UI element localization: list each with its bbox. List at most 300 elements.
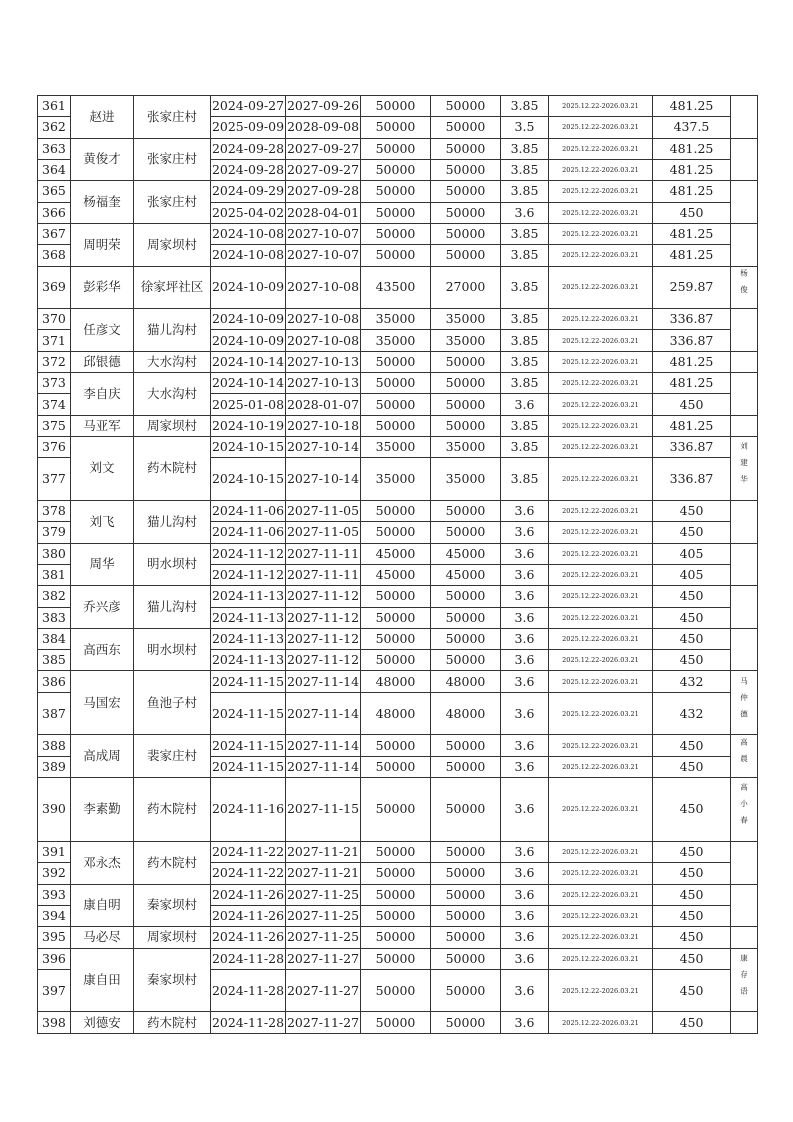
village: 药木院村 xyxy=(134,437,211,501)
row-number: 372 xyxy=(38,351,71,372)
interest-amount: 450 xyxy=(653,500,731,521)
start-date: 2024-09-28 xyxy=(211,159,286,180)
interest-rate: 3.6 xyxy=(501,969,549,1012)
end-date: 2027-11-14 xyxy=(286,671,361,692)
borrower-name: 高成周 xyxy=(71,735,134,778)
interest-period: 2025.12.22-2026.03.21 xyxy=(549,650,653,671)
interest-period: 2025.12.22-2026.03.21 xyxy=(549,117,653,138)
row-number: 373 xyxy=(38,373,71,394)
start-date: 2024-11-15 xyxy=(211,671,286,692)
end-date: 2027-11-27 xyxy=(286,1012,361,1033)
remark: 马仲德 xyxy=(739,676,749,727)
interest-period: 2025.12.22-2026.03.21 xyxy=(549,373,653,394)
loan-balance: 50000 xyxy=(431,117,501,138)
loan-amount: 50000 xyxy=(361,756,431,777)
loan-balance: 45000 xyxy=(431,564,501,585)
row-number: 378 xyxy=(38,500,71,521)
end-date: 2027-09-27 xyxy=(286,159,361,180)
borrower-name: 马亚军 xyxy=(71,415,134,436)
end-date: 2027-11-27 xyxy=(286,948,361,969)
village: 药木院村 xyxy=(134,778,211,842)
interest-rate: 3.6 xyxy=(501,735,549,756)
loan-amount: 48000 xyxy=(361,671,431,692)
loan-amount: 50000 xyxy=(361,778,431,842)
start-date: 2025-09-09 xyxy=(211,117,286,138)
row-number: 366 xyxy=(38,202,71,223)
end-date: 2027-10-08 xyxy=(286,266,361,309)
interest-amount: 405 xyxy=(653,564,731,585)
start-date: 2024-10-08 xyxy=(211,245,286,266)
interest-rate: 3.85 xyxy=(501,458,549,501)
loan-balance: 50000 xyxy=(431,181,501,202)
end-date: 2028-04-01 xyxy=(286,202,361,223)
interest-period: 2025.12.22-2026.03.21 xyxy=(549,884,653,905)
remark-cell xyxy=(731,841,758,884)
loan-balance: 50000 xyxy=(431,628,501,649)
end-date: 2027-11-25 xyxy=(286,884,361,905)
interest-period: 2025.12.22-2026.03.21 xyxy=(549,351,653,372)
interest-period: 2025.12.22-2026.03.21 xyxy=(549,671,653,692)
interest-period: 2025.12.22-2026.03.21 xyxy=(549,1012,653,1033)
interest-rate: 3.85 xyxy=(501,245,549,266)
start-date: 2024-11-13 xyxy=(211,586,286,607)
loan-amount: 50000 xyxy=(361,863,431,884)
table-row xyxy=(38,628,758,649)
start-date: 2024-11-15 xyxy=(211,756,286,777)
end-date: 2027-10-08 xyxy=(286,309,361,330)
start-date: 2024-09-29 xyxy=(211,181,286,202)
loan-balance: 27000 xyxy=(431,266,501,309)
village: 大水沟村 xyxy=(134,373,211,416)
interest-amount: 450 xyxy=(653,522,731,543)
row-number: 369 xyxy=(38,266,71,309)
remark-cell xyxy=(731,373,758,416)
loan-balance: 50000 xyxy=(431,522,501,543)
remark-cell xyxy=(731,437,758,501)
row-number: 391 xyxy=(38,841,71,862)
loan-amount: 50000 xyxy=(361,415,431,436)
loan-amount: 50000 xyxy=(361,607,431,628)
remark-cell xyxy=(731,671,758,735)
interest-amount: 450 xyxy=(653,863,731,884)
start-date: 2024-11-22 xyxy=(211,863,286,884)
row-number: 386 xyxy=(38,671,71,692)
start-date: 2024-11-26 xyxy=(211,905,286,926)
row-number: 379 xyxy=(38,522,71,543)
row-number: 364 xyxy=(38,159,71,180)
borrower-name: 杨福奎 xyxy=(71,181,134,224)
start-date: 2024-09-27 xyxy=(211,96,286,117)
table-row xyxy=(38,96,758,117)
loan-balance: 50000 xyxy=(431,735,501,756)
remark-cell xyxy=(731,415,758,436)
row-number: 390 xyxy=(38,778,71,842)
interest-rate: 3.6 xyxy=(501,564,549,585)
loan-balance: 48000 xyxy=(431,671,501,692)
interest-rate: 3.6 xyxy=(501,394,549,415)
row-number: 396 xyxy=(38,948,71,969)
interest-rate: 3.6 xyxy=(501,863,549,884)
start-date: 2024-10-08 xyxy=(211,223,286,244)
remark-cell xyxy=(731,948,758,1012)
loan-balance: 50000 xyxy=(431,650,501,671)
start-date: 2024-11-13 xyxy=(211,607,286,628)
end-date: 2027-11-27 xyxy=(286,969,361,1012)
borrower-name: 李素勤 xyxy=(71,778,134,842)
interest-rate: 3.6 xyxy=(501,778,549,842)
end-date: 2027-11-14 xyxy=(286,756,361,777)
borrower-name: 马必尽 xyxy=(71,927,134,948)
table-row xyxy=(38,500,758,521)
village: 张家庄村 xyxy=(134,96,211,139)
interest-rate: 3.6 xyxy=(501,202,549,223)
interest-rate: 3.85 xyxy=(501,223,549,244)
interest-period: 2025.12.22-2026.03.21 xyxy=(549,437,653,458)
loan-amount: 50000 xyxy=(361,223,431,244)
row-number: 385 xyxy=(38,650,71,671)
table-row xyxy=(38,586,758,607)
interest-amount: 432 xyxy=(653,671,731,692)
end-date: 2028-01-07 xyxy=(286,394,361,415)
table-row xyxy=(38,373,758,394)
loan-amount: 48000 xyxy=(361,692,431,735)
interest-amount: 481.25 xyxy=(653,373,731,394)
loan-amount: 50000 xyxy=(361,948,431,969)
loan-amount: 50000 xyxy=(361,927,431,948)
remark-cell xyxy=(731,500,758,543)
interest-amount: 481.25 xyxy=(653,223,731,244)
village: 大水沟村 xyxy=(134,351,211,372)
remark-cell xyxy=(731,735,758,778)
row-number: 377 xyxy=(38,458,71,501)
interest-period: 2025.12.22-2026.03.21 xyxy=(549,863,653,884)
village: 猫儿沟村 xyxy=(134,500,211,543)
borrower-name: 周明荣 xyxy=(71,223,134,266)
start-date: 2024-10-14 xyxy=(211,373,286,394)
loan-balance: 50000 xyxy=(431,884,501,905)
row-number: 367 xyxy=(38,223,71,244)
row-number: 398 xyxy=(38,1012,71,1033)
row-number: 392 xyxy=(38,863,71,884)
interest-rate: 3.6 xyxy=(501,884,549,905)
row-number: 365 xyxy=(38,181,71,202)
end-date: 2027-09-27 xyxy=(286,138,361,159)
loan-balance: 50000 xyxy=(431,394,501,415)
loan-amount: 50000 xyxy=(361,245,431,266)
start-date: 2025-04-02 xyxy=(211,202,286,223)
borrower-name: 康自田 xyxy=(71,948,134,1012)
table-row xyxy=(38,223,758,244)
row-number: 376 xyxy=(38,437,71,458)
remark: 刘建华 xyxy=(739,442,749,492)
interest-amount: 450 xyxy=(653,394,731,415)
interest-rate: 3.6 xyxy=(501,586,549,607)
loan-amount: 50000 xyxy=(361,138,431,159)
interest-rate: 3.6 xyxy=(501,543,549,564)
interest-rate: 3.6 xyxy=(501,628,549,649)
loan-balance: 50000 xyxy=(431,607,501,628)
interest-rate: 3.6 xyxy=(501,607,549,628)
interest-amount: 450 xyxy=(653,1012,731,1033)
loan-balance: 35000 xyxy=(431,330,501,351)
village: 裴家庄村 xyxy=(134,735,211,778)
loan-balance: 50000 xyxy=(431,202,501,223)
interest-amount: 405 xyxy=(653,543,731,564)
start-date: 2024-11-12 xyxy=(211,564,286,585)
interest-period: 2025.12.22-2026.03.21 xyxy=(549,309,653,330)
borrower-name: 周华 xyxy=(71,543,134,586)
table-row xyxy=(38,841,758,862)
remark-cell xyxy=(731,778,758,842)
interest-period: 2025.12.22-2026.03.21 xyxy=(549,927,653,948)
interest-amount: 481.25 xyxy=(653,138,731,159)
loan-amount: 50000 xyxy=(361,522,431,543)
row-number: 371 xyxy=(38,330,71,351)
interest-rate: 3.85 xyxy=(501,373,549,394)
remark-cell xyxy=(731,223,758,266)
interest-amount: 450 xyxy=(653,948,731,969)
remark: 高小春 xyxy=(739,783,749,833)
borrower-name: 康自明 xyxy=(71,884,134,927)
interest-rate: 3.6 xyxy=(501,905,549,926)
start-date: 2024-11-16 xyxy=(211,778,286,842)
remark-cell xyxy=(731,266,758,309)
village: 秦家坝村 xyxy=(134,948,211,1012)
loan-balance: 35000 xyxy=(431,309,501,330)
end-date: 2027-11-11 xyxy=(286,543,361,564)
borrower-name: 邓永杰 xyxy=(71,841,134,884)
remark-cell xyxy=(731,138,758,181)
table-row xyxy=(38,309,758,330)
loan-interest-table xyxy=(37,95,758,1034)
interest-period: 2025.12.22-2026.03.21 xyxy=(549,586,653,607)
interest-rate: 3.6 xyxy=(501,841,549,862)
remark-cell xyxy=(731,543,758,586)
end-date: 2027-11-25 xyxy=(286,927,361,948)
interest-amount: 450 xyxy=(653,969,731,1012)
interest-period: 2025.12.22-2026.03.21 xyxy=(549,96,653,117)
village: 张家庄村 xyxy=(134,181,211,224)
interest-period: 2025.12.22-2026.03.21 xyxy=(549,735,653,756)
row-number: 362 xyxy=(38,117,71,138)
loan-balance: 50000 xyxy=(431,586,501,607)
loan-balance: 50000 xyxy=(431,756,501,777)
start-date: 2024-11-06 xyxy=(211,500,286,521)
interest-amount: 450 xyxy=(653,650,731,671)
remark: 康存语 xyxy=(739,953,749,1004)
table-row xyxy=(38,735,758,756)
loan-amount: 35000 xyxy=(361,309,431,330)
start-date: 2024-11-06 xyxy=(211,522,286,543)
interest-amount: 450 xyxy=(653,841,731,862)
interest-amount: 481.25 xyxy=(653,245,731,266)
loan-balance: 45000 xyxy=(431,543,501,564)
start-date: 2025-01-08 xyxy=(211,394,286,415)
interest-rate: 3.85 xyxy=(501,351,549,372)
end-date: 2027-11-14 xyxy=(286,735,361,756)
interest-rate: 3.85 xyxy=(501,181,549,202)
end-date: 2027-09-28 xyxy=(286,181,361,202)
interest-period: 2025.12.22-2026.03.21 xyxy=(549,841,653,862)
table-row xyxy=(38,415,758,436)
remark: 高晨 xyxy=(739,738,749,772)
borrower-name: 高西东 xyxy=(71,628,134,671)
interest-period: 2025.12.22-2026.03.21 xyxy=(549,522,653,543)
table-row xyxy=(38,266,758,309)
interest-rate: 3.85 xyxy=(501,159,549,180)
table-row xyxy=(38,948,758,969)
remark-cell xyxy=(731,351,758,372)
loan-balance: 50000 xyxy=(431,969,501,1012)
row-number: 389 xyxy=(38,756,71,777)
loan-amount: 50000 xyxy=(361,181,431,202)
remark-cell xyxy=(731,884,758,927)
interest-amount: 336.87 xyxy=(653,330,731,351)
loan-amount: 50000 xyxy=(361,841,431,862)
loan-amount: 50000 xyxy=(361,1012,431,1033)
start-date: 2024-11-28 xyxy=(211,969,286,1012)
start-date: 2024-11-26 xyxy=(211,927,286,948)
interest-rate: 3.6 xyxy=(501,650,549,671)
village: 明水坝村 xyxy=(134,628,211,671)
interest-period: 2025.12.22-2026.03.21 xyxy=(549,202,653,223)
interest-amount: 450 xyxy=(653,586,731,607)
end-date: 2027-11-21 xyxy=(286,841,361,862)
table-row xyxy=(38,543,758,564)
loan-balance: 50000 xyxy=(431,778,501,842)
start-date: 2024-11-26 xyxy=(211,884,286,905)
row-number: 384 xyxy=(38,628,71,649)
row-number: 368 xyxy=(38,245,71,266)
loan-balance: 50000 xyxy=(431,373,501,394)
interest-amount: 481.25 xyxy=(653,181,731,202)
end-date: 2028-09-08 xyxy=(286,117,361,138)
loan-balance: 50000 xyxy=(431,863,501,884)
end-date: 2027-11-11 xyxy=(286,564,361,585)
interest-rate: 3.5 xyxy=(501,117,549,138)
start-date: 2024-09-28 xyxy=(211,138,286,159)
loan-balance: 48000 xyxy=(431,692,501,735)
loan-amount: 50000 xyxy=(361,394,431,415)
end-date: 2027-10-14 xyxy=(286,458,361,501)
row-number: 397 xyxy=(38,969,71,1012)
end-date: 2027-11-12 xyxy=(286,628,361,649)
borrower-name: 黄俊才 xyxy=(71,138,134,181)
table-row xyxy=(38,778,758,842)
interest-amount: 450 xyxy=(653,905,731,926)
table-row xyxy=(38,884,758,905)
borrower-name: 邱银德 xyxy=(71,351,134,372)
row-number: 395 xyxy=(38,927,71,948)
interest-rate: 3.85 xyxy=(501,415,549,436)
interest-period: 2025.12.22-2026.03.21 xyxy=(549,628,653,649)
interest-period: 2025.12.22-2026.03.21 xyxy=(549,756,653,777)
interest-amount: 481.25 xyxy=(653,159,731,180)
borrower-name: 李自庆 xyxy=(71,373,134,416)
loan-amount: 50000 xyxy=(361,351,431,372)
interest-period: 2025.12.22-2026.03.21 xyxy=(549,564,653,585)
borrower-name: 刘文 xyxy=(71,437,134,501)
table-body xyxy=(38,96,758,1034)
end-date: 2027-11-12 xyxy=(286,650,361,671)
table-row xyxy=(38,671,758,692)
row-number: 388 xyxy=(38,735,71,756)
interest-rate: 3.85 xyxy=(501,330,549,351)
table-row xyxy=(38,437,758,458)
end-date: 2027-11-05 xyxy=(286,522,361,543)
loan-amount: 50000 xyxy=(361,650,431,671)
end-date: 2027-11-14 xyxy=(286,692,361,735)
interest-amount: 450 xyxy=(653,202,731,223)
interest-period: 2025.12.22-2026.03.21 xyxy=(549,159,653,180)
remark-cell xyxy=(731,96,758,139)
loan-amount: 35000 xyxy=(361,458,431,501)
interest-period: 2025.12.22-2026.03.21 xyxy=(549,778,653,842)
row-number: 374 xyxy=(38,394,71,415)
interest-rate: 3.6 xyxy=(501,948,549,969)
village: 猫儿沟村 xyxy=(134,309,211,352)
start-date: 2024-11-22 xyxy=(211,841,286,862)
interest-period: 2025.12.22-2026.03.21 xyxy=(549,138,653,159)
loan-amount: 50000 xyxy=(361,586,431,607)
village: 鱼池子村 xyxy=(134,671,211,735)
remark-cell xyxy=(731,927,758,948)
start-date: 2024-11-13 xyxy=(211,650,286,671)
loan-amount: 43500 xyxy=(361,266,431,309)
loan-balance: 50000 xyxy=(431,96,501,117)
interest-period: 2025.12.22-2026.03.21 xyxy=(549,330,653,351)
interest-period: 2025.12.22-2026.03.21 xyxy=(549,245,653,266)
interest-amount: 481.25 xyxy=(653,415,731,436)
interest-rate: 3.85 xyxy=(501,96,549,117)
interest-period: 2025.12.22-2026.03.21 xyxy=(549,181,653,202)
interest-period: 2025.12.22-2026.03.21 xyxy=(549,905,653,926)
interest-amount: 450 xyxy=(653,735,731,756)
start-date: 2024-11-28 xyxy=(211,948,286,969)
loan-balance: 50000 xyxy=(431,948,501,969)
end-date: 2027-10-13 xyxy=(286,351,361,372)
interest-rate: 3.85 xyxy=(501,309,549,330)
loan-amount: 50000 xyxy=(361,373,431,394)
loan-balance: 50000 xyxy=(431,500,501,521)
table-row xyxy=(38,138,758,159)
interest-period: 2025.12.22-2026.03.21 xyxy=(549,948,653,969)
loan-amount: 50000 xyxy=(361,969,431,1012)
end-date: 2027-10-14 xyxy=(286,437,361,458)
borrower-name: 刘德安 xyxy=(71,1012,134,1033)
interest-amount: 437.5 xyxy=(653,117,731,138)
village: 药木院村 xyxy=(134,841,211,884)
row-number: 382 xyxy=(38,586,71,607)
start-date: 2024-11-15 xyxy=(211,735,286,756)
loan-balance: 50000 xyxy=(431,138,501,159)
loan-balance: 50000 xyxy=(431,927,501,948)
row-number: 394 xyxy=(38,905,71,926)
village: 徐家坪社区 xyxy=(134,266,211,309)
interest-rate: 3.6 xyxy=(501,671,549,692)
start-date: 2024-11-28 xyxy=(211,1012,286,1033)
loan-amount: 50000 xyxy=(361,884,431,905)
interest-period: 2025.12.22-2026.03.21 xyxy=(549,607,653,628)
interest-amount: 432 xyxy=(653,692,731,735)
row-number: 383 xyxy=(38,607,71,628)
loan-amount: 35000 xyxy=(361,437,431,458)
loan-amount: 45000 xyxy=(361,564,431,585)
interest-amount: 336.87 xyxy=(653,437,731,458)
loan-amount: 50000 xyxy=(361,735,431,756)
interest-period: 2025.12.22-2026.03.21 xyxy=(549,692,653,735)
table-row xyxy=(38,181,758,202)
